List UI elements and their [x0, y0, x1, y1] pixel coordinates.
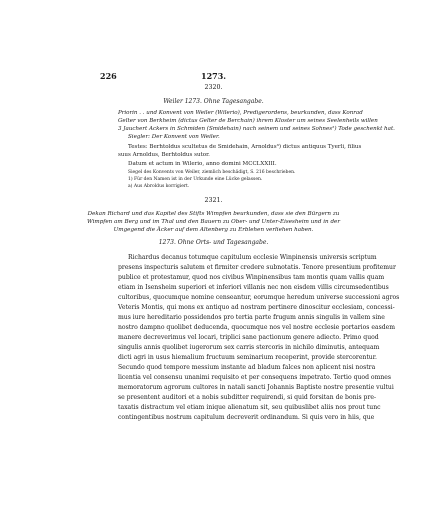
body-line: memoratorum agrorum cultores in natali sancti Johannis Baptiste nostre presentie vultui [118, 384, 394, 391]
body-line: manere decreverimus vel locari, triplici sane pactionum genere adiecto. Primo quod [118, 334, 379, 341]
summary-line: Wimpfen am Berg und im Thal und den Bauern zu Ober- und Unter-Eisesheim und in der [86, 219, 341, 225]
summary-line: Priorin . . und Konvent von Weiler (Wilerio), Predigerordens, beurkunden, dass Konrad [118, 110, 363, 116]
body-line: dicti agri in usus hiemalium fructuum seminarium receperint, provide stercorentur. [118, 354, 377, 361]
body-line: presens inspecturis salutem et firmiter credere subnotatis. Tenore presentium profitemur [118, 264, 396, 271]
body-line: singulis annis quolibet iugerorum sex carris stercoris in nichilo diminutis, antequam [118, 344, 380, 351]
body-line: Richardus decanus totumque capitulum ecclesie Winpinensis universis scriptum [128, 254, 377, 261]
entry-number: 2320. [204, 84, 223, 91]
summary-line: Siegler: Der Konvent von Weiler. [128, 134, 220, 140]
body-line: nostro dampno quolibet deducenda, quocumque nos vel nostre ecclesie portarios easdem [118, 324, 396, 331]
running-head-year: 1273. [201, 71, 227, 81]
body-line: cultoribus, quocumque nomine censeantur, eorumque heredum universe successioni agros [118, 294, 400, 301]
body-line: Veteris Montis, qui mons ex antiquo ad nostram pertinere dinoscitur ecclesiam, concessi- [118, 304, 395, 311]
body-line: licentia vel consensu unanimi requisito et per consequens impetrato. Tertio quod omnes [118, 374, 392, 381]
footnote: 1) Für den Namen ist in der Urkunde eine Lücke gelassen. [128, 177, 263, 182]
body-line: contingentibus nostrum capitulum decreverit ordinandum. Si quis vero in hiis, que [118, 414, 375, 421]
body-line: taxatis distractum vel etiam inique alienatum sit, seu quibuslibet aliis nos prout tunc [118, 404, 381, 411]
witness-line: suus Arnoldus, Berhtoldus sutor. [118, 152, 210, 158]
body-line: etiam in Isensheim superiori et inferiori villanis nec non eisdem villis circumsedentibus [118, 284, 389, 291]
summary-line: Dekan Richard und das Kapitel des Stifts Wimpfen beurkunden, dass sie den Bürgern zu [87, 211, 340, 217]
seal-note: Siegel des Konvents von Weiler, ziemlich beschädigt, S. 216 beschrieben. [128, 170, 296, 175]
summary-line: Umgegend die Äcker auf dem Altenberg zu Erblehen verliehen haben. [113, 227, 314, 233]
entry-date: 1273. Ohne Orts- und Tagesangabe. [158, 239, 269, 246]
footnote: a) Aus Abroldus korrigiert. [128, 184, 190, 189]
witness-line: Testes: Berhtoldus scultetus de Smidehain, Arnoldus³) dictus antiquus Tyerli, filius [128, 144, 362, 150]
body-line: se presentent auditori et a nobis subditter requirendi, si quid forsitan de bonis pre- [118, 394, 377, 401]
entry-title: Weiler 1273. Ohne Tagesangabe. [163, 98, 264, 105]
entry-number: 2321. [204, 197, 223, 204]
body-line: publice et protestamur, quod nos civibus Winpinensibus tam montis quam vallis quam [118, 274, 385, 281]
summary-line: 3 Jauchert Ackers in Schmiden (Smidehain) nach seinem und seines Sohnes²) Tode geschenkt hat. [118, 126, 395, 132]
body-line: Secundo quod tempore messium instante ad bladum falces non aplicent nisi nostra [118, 364, 376, 371]
page-number: 226 [100, 71, 117, 81]
body-line: mus iure hereditario possidendos pro tertia parte frugum annis singulis in vallem sine [118, 314, 385, 321]
summary-line: Gelter von Berkheim (dictus Gelter de Berchain) ihrem Kloster um seines Seelenheils willen [118, 118, 378, 124]
datum-line: Datum et actum in Wilerio, anno domini MCCLXXIII. [128, 161, 277, 167]
